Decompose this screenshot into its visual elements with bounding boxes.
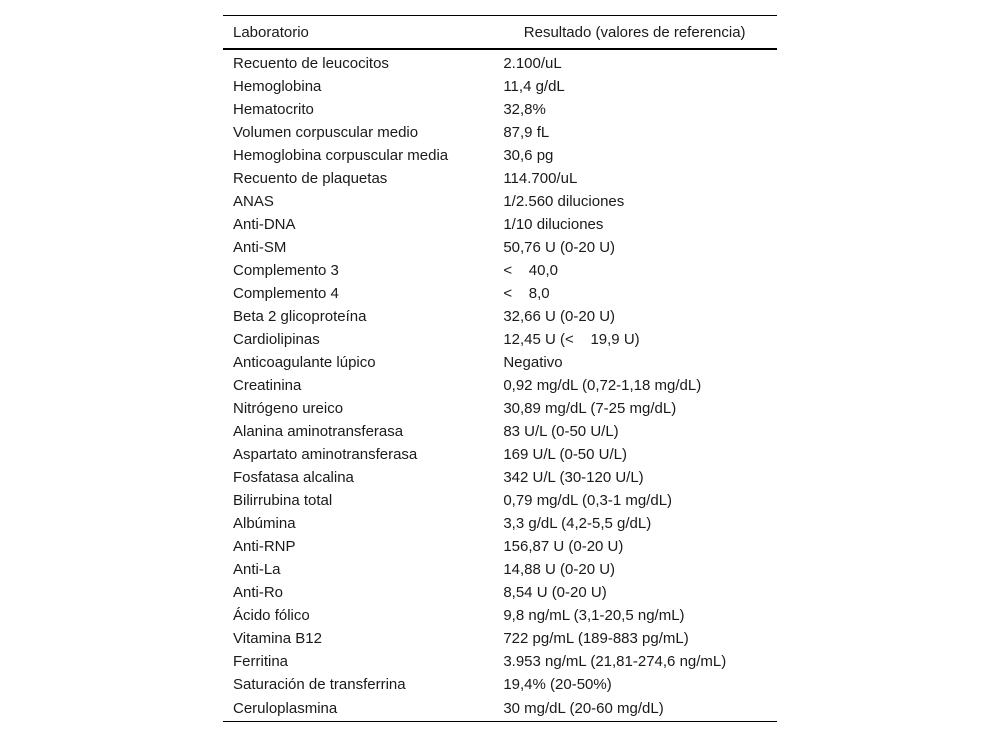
result-value-cell: 1/10 diluciones (503, 216, 604, 233)
test-name-cell: Anti-SM (233, 239, 287, 256)
table-row (223, 420, 777, 443)
table-row (223, 443, 777, 466)
test-name-cell: Recuento de plaquetas (233, 170, 388, 187)
result-value-cell: 3,3 g/dL (4,2-5,5 g/dL) (503, 515, 652, 532)
result-value-cell: 3.953 ng/mL (21,81-274,6 ng/mL) (503, 653, 727, 670)
test-name-cell: Cardiolipinas (233, 331, 320, 348)
result-value-cell: 30,6 pg (503, 147, 554, 164)
header-resultado: Resultado (valores de referencia) (492, 16, 777, 50)
test-name-cell: Alanina aminotransferasa (233, 423, 404, 440)
test-name-cell: Creatinina (233, 377, 302, 394)
table-row (223, 489, 777, 512)
result-value-cell: 2.100/uL (503, 55, 562, 72)
header-row (223, 16, 777, 50)
test-name-cell: Ferritina (233, 653, 289, 670)
result-value-cell: < 8,0 (503, 285, 550, 302)
result-value-cell: 722 pg/mL (189-883 pg/mL) (503, 630, 689, 647)
result-value-cell: 32,66 U (0-20 U) (503, 308, 616, 325)
result-value-cell: 87,9 fL (503, 124, 550, 141)
result-value-cell: < 40,0 (503, 262, 558, 279)
table-row (223, 374, 777, 397)
table-row (223, 650, 777, 673)
result-value-cell: 30,89 mg/dL (7-25 mg/dL) (503, 400, 677, 417)
table-row (223, 351, 777, 374)
table-row (223, 190, 777, 213)
table-row (223, 558, 777, 581)
result-value-cell: 114.700/uL (503, 170, 578, 187)
table-row (223, 213, 777, 236)
test-name-cell: Hemoglobina (233, 78, 322, 95)
test-name-cell: Anti-DNA (233, 216, 296, 233)
result-value-cell: 8,54 U (0-20 U) (503, 584, 607, 601)
test-name-cell: Anti-RNP (233, 538, 296, 555)
test-name-cell: Nitrógeno ureico (233, 400, 344, 417)
table-row (223, 75, 777, 98)
table-row (223, 305, 777, 328)
result-value-cell: 9,8 ng/mL (3,1-20,5 ng/mL) (503, 607, 685, 624)
table-row (223, 167, 777, 190)
result-value-cell: 11,4 g/dL (503, 78, 565, 95)
table-row (223, 696, 777, 722)
result-value-cell: 342 U/L (30-120 U/L) (503, 469, 644, 486)
result-value-cell: 30 mg/dL (20-60 mg/dL) (492, 696, 777, 722)
result-value-cell: 14,88 U (0-20 U) (503, 561, 616, 578)
header-laboratorio: Laboratorio (223, 16, 492, 50)
result-value-cell: 0,92 mg/dL (0,72-1,18 mg/dL) (503, 377, 702, 394)
test-name-cell: Aspartato aminotransferasa (233, 446, 418, 463)
test-name-cell: Anti-Ro (233, 584, 284, 601)
table-row (223, 259, 777, 282)
table-row (223, 581, 777, 604)
test-name-cell: Bilirrubina total (233, 492, 333, 509)
test-name-cell: Complemento 4 (233, 285, 339, 302)
test-name-cell: Recuento de leucocitos (233, 55, 389, 72)
result-value-cell: 83 U/L (0-50 U/L) (503, 423, 619, 440)
result-value-cell: 156,87 U (0-20 U) (503, 538, 624, 555)
lab-results-table (223, 15, 777, 722)
result-value-cell: 12,45 U (< 19,9 U) (503, 331, 640, 348)
table-row (223, 535, 777, 558)
test-name-cell: Volumen corpuscular medio (233, 124, 419, 141)
test-name-cell: Vitamina B12 (233, 630, 322, 647)
test-name-cell: ANAS (233, 193, 274, 210)
table-row (223, 604, 777, 627)
result-value-cell: 19,4% (20-50%) (503, 676, 612, 693)
test-name-cell: Fosfatasa alcalina (233, 469, 354, 486)
test-name-cell: Ceruloplasmina (223, 696, 492, 722)
result-value-cell: 1/2.560 diluciones (503, 193, 625, 210)
test-name-cell: Complemento 3 (233, 262, 339, 279)
test-name-cell: Beta 2 glicoproteína (233, 308, 367, 325)
table-row (223, 144, 777, 167)
table-row (223, 328, 777, 351)
result-value-cell: 50,76 U (0-20 U) (503, 239, 616, 256)
table-row (223, 49, 777, 75)
table-row (223, 397, 777, 420)
test-name-cell: Anti-La (233, 561, 281, 578)
table-row (223, 512, 777, 535)
test-name-cell: Hematocrito (233, 101, 314, 118)
table-row (223, 282, 777, 305)
test-name-cell: Anticoagulante lúpico (233, 354, 376, 371)
result-value-cell: 0,79 mg/dL (0,3-1 mg/dL) (503, 492, 673, 509)
result-value-cell: Negativo (503, 354, 563, 371)
table-row (223, 627, 777, 650)
table-row (223, 466, 777, 489)
test-name-cell: Hemoglobina corpuscular media (233, 147, 449, 164)
result-value-cell: 169 U/L (0-50 U/L) (503, 446, 627, 463)
table-row (223, 98, 777, 121)
table-body (223, 49, 777, 722)
table-row (223, 673, 777, 696)
test-name-cell: Saturación de transferrina (233, 676, 406, 693)
table-header (223, 16, 777, 50)
test-name-cell: Ácido fólico (233, 607, 310, 624)
test-name-cell: Albúmina (233, 515, 296, 532)
table-row (223, 121, 777, 144)
result-value-cell: 32,8% (503, 101, 546, 118)
table-row (223, 236, 777, 259)
